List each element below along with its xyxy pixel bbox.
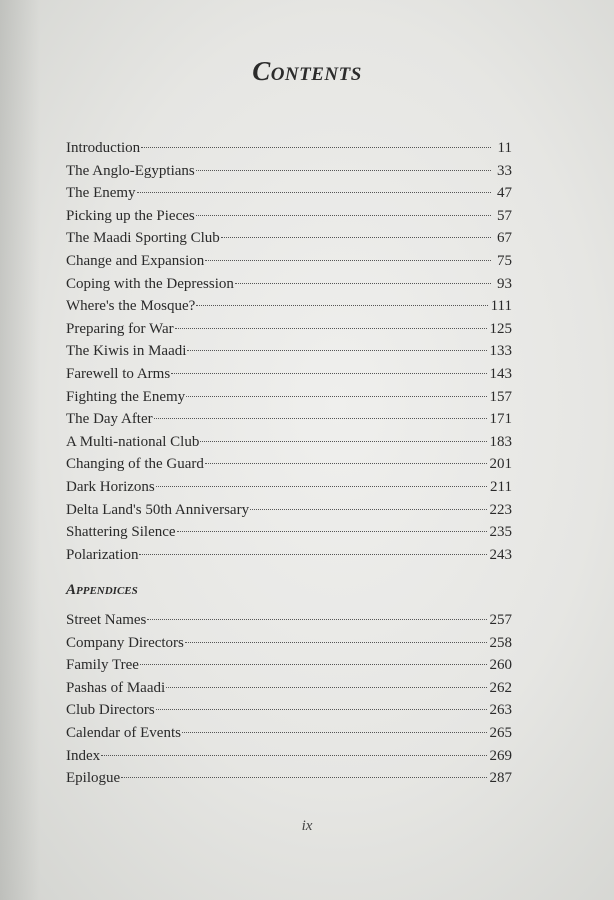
toc-entry [66, 227, 512, 250]
toc-entry-page: 47 [497, 185, 512, 202]
toc-entry-title: Family Tree [66, 657, 139, 674]
toc-entry [66, 160, 512, 183]
toc-entry-page: 11 [497, 140, 512, 156]
toc-entry-page: 257 [489, 612, 512, 628]
dot-leader [196, 305, 487, 306]
toc-entry-title: Where's the Mosque? [66, 298, 196, 315]
dot-leader [250, 509, 486, 510]
dot-leader [205, 260, 491, 261]
toc-entry-page: 260 [489, 657, 512, 674]
toc-entry [66, 632, 512, 655]
toc-entry-page: 243 [489, 546, 512, 563]
toc-entry-title: Farewell to Arms [66, 365, 171, 382]
toc-entry-page: 75 [497, 252, 512, 269]
toc-entry-title: Change and Expansion [66, 252, 205, 269]
toc-entry-title: The Day After [66, 411, 153, 428]
dot-leader [156, 709, 487, 710]
toc-entry [66, 521, 512, 544]
toc-entry-page: 262 [489, 679, 512, 696]
appendix-list [66, 609, 512, 790]
toc-entry [66, 386, 512, 409]
toc-entry [66, 722, 512, 745]
dot-leader [137, 192, 491, 193]
chapter-list [66, 137, 512, 566]
toc-entry-page: 133 [489, 343, 512, 360]
toc-entry-title: Fighting the Enemy [66, 388, 186, 405]
toc-entry-title: Delta Land's 50th Anniversary [66, 501, 250, 518]
toc-entry [66, 137, 512, 160]
dot-leader [196, 170, 491, 171]
toc-entry-page: 201 [489, 456, 512, 473]
toc-entry-page: 57 [497, 207, 512, 224]
toc-entry-title: A Multi-national Club [66, 433, 200, 450]
toc-entry-page: 171 [489, 411, 512, 428]
dot-leader [235, 283, 491, 284]
dot-leader [221, 237, 491, 238]
toc-entry-title: Changing of the Guard [66, 456, 204, 473]
toc-entry-title: Club Directors [66, 702, 155, 719]
toc-entry-page: 235 [489, 524, 512, 541]
dot-leader [185, 642, 487, 643]
page-shadow [0, 0, 40, 900]
toc-entry [66, 273, 512, 296]
toc-entry [66, 609, 512, 632]
toc-entry-page: 33 [497, 162, 512, 179]
dot-leader [141, 147, 491, 148]
dot-leader [121, 777, 486, 778]
toc-entry-page: 67 [497, 230, 512, 247]
toc-entry-title: Company Directors [66, 634, 184, 651]
toc-entry [66, 476, 512, 499]
toc-entry [66, 250, 512, 273]
dot-leader [171, 373, 486, 374]
dot-leader [166, 687, 486, 688]
toc-entry-page: 111 [490, 298, 512, 315]
toc-entry-page: 183 [489, 433, 512, 450]
dot-leader [182, 732, 487, 733]
dot-leader [187, 350, 486, 351]
toc-entry-page: 211 [490, 478, 512, 495]
toc-entry-title: Epilogue [66, 770, 121, 787]
toc-entry-page: 263 [489, 702, 512, 719]
toc-entry [66, 767, 512, 790]
dot-leader [139, 554, 486, 555]
dot-leader [101, 755, 486, 756]
page-number: ix [301, 818, 313, 834]
toc-entry-page: 157 [489, 388, 512, 405]
page-title: Contents [252, 56, 362, 86]
toc-entry-title: The Enemy [66, 185, 136, 202]
toc-entry-title: Street Names [66, 612, 147, 628]
dot-leader [140, 664, 487, 665]
toc-entry-title: The Anglo-Egyptians [66, 162, 195, 179]
toc-entry-title: Picking up the Pieces [66, 207, 195, 224]
toc-entry-title: Dark Horizons [66, 478, 155, 495]
toc-entry [66, 295, 512, 318]
toc-entry [66, 677, 512, 700]
toc-entry-title: Coping with the Depression [66, 275, 234, 292]
appendices-heading: Appendices [66, 582, 138, 598]
toc-entry [66, 431, 512, 454]
toc-entry [66, 499, 512, 522]
dot-leader [196, 215, 491, 216]
dot-leader [175, 328, 487, 329]
toc-entry-title: Preparing for War [66, 320, 174, 337]
dot-leader [200, 441, 486, 442]
dot-leader [177, 531, 487, 532]
toc-entry [66, 408, 512, 431]
toc-entry-page: 143 [489, 365, 512, 382]
toc-entry [66, 745, 512, 768]
dot-leader [205, 463, 487, 464]
toc-entry-title: Pashas of Maadi [66, 679, 166, 696]
toc-entry-page: 265 [489, 724, 512, 741]
toc-entry-page: 258 [489, 634, 512, 651]
dot-leader [154, 418, 487, 419]
toc-entry [66, 205, 512, 228]
toc-entry [66, 182, 512, 205]
toc-entry [66, 544, 512, 567]
toc-entry-page: 125 [489, 320, 512, 337]
dot-leader [147, 619, 486, 620]
toc-entry [66, 654, 512, 677]
toc-entry [66, 363, 512, 386]
toc-entry-page: 269 [489, 747, 512, 764]
dot-leader [186, 396, 486, 397]
toc-entry-title: Calendar of Events [66, 724, 181, 741]
toc-entry-title: Introduction [66, 140, 141, 156]
toc-entry [66, 453, 512, 476]
toc-entry-title: The Maadi Sporting Club [66, 230, 220, 247]
toc-entry-title: Shattering Silence [66, 524, 176, 541]
toc-entry-page: 223 [489, 501, 512, 518]
toc-entry-title: Polarization [66, 546, 139, 563]
toc-entry-title: The Kiwis in Maadi [66, 343, 187, 360]
dot-leader [156, 486, 487, 487]
toc-entry-title: Index [66, 747, 101, 764]
toc-entry-page: 93 [497, 275, 512, 292]
toc-entry-page: 287 [489, 770, 512, 787]
toc-entry [66, 699, 512, 722]
toc-entry [66, 318, 512, 341]
toc-entry [66, 340, 512, 363]
